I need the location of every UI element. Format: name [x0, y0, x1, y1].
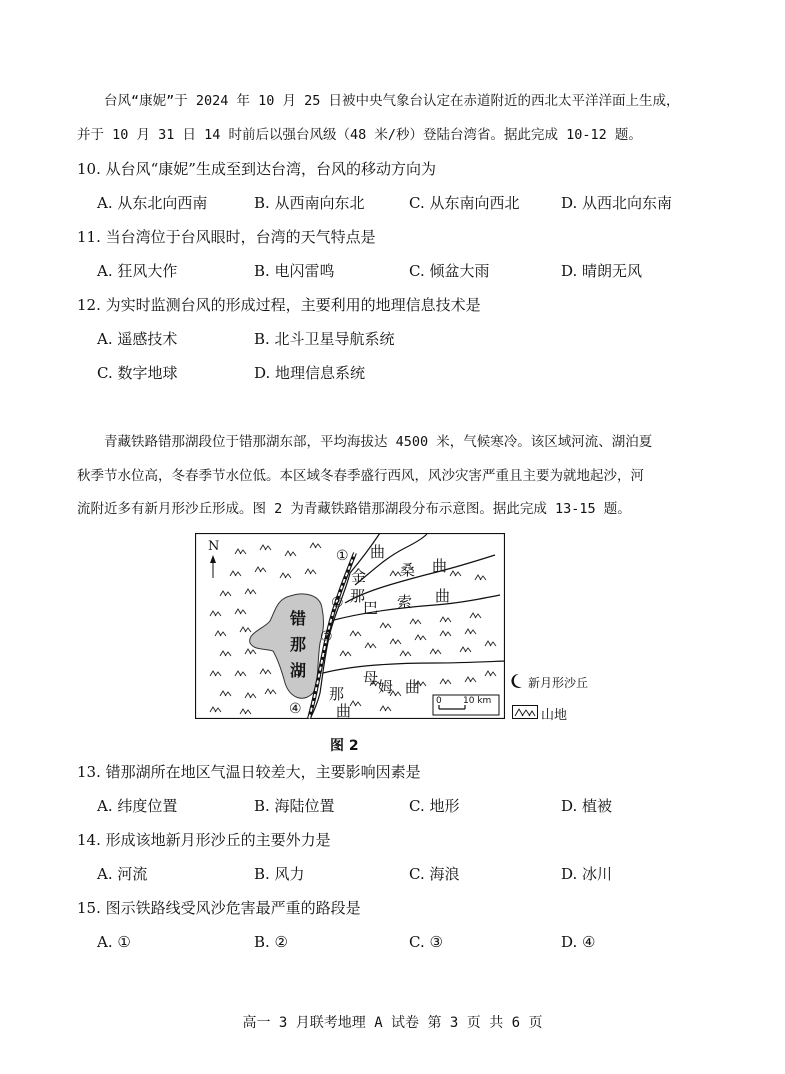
marker-2: ② — [331, 595, 344, 611]
q10-option-a[interactable]: A. 从东北向西南 — [97, 194, 208, 212]
q14-option-d[interactable]: D. 冰川 — [561, 865, 613, 883]
river-label-mumu-qu: 曲 — [405, 678, 421, 696]
question-10-stem: 10. 从台风“康妮”生成至到达台湾，台风的移动方向为 — [77, 160, 436, 178]
lake-label-1: 错 — [290, 609, 307, 628]
river-label-ba: 巴 — [363, 599, 379, 617]
scale-zero: 0 — [436, 696, 442, 706]
passage2-line1: 青藏铁路错那湖段位于错那湖东部，平均海拔达 4500 米，气候寒冷。该区域河流、湖泊夏 — [104, 434, 653, 450]
river-label-suo: 索 — [397, 593, 413, 611]
q13-option-c[interactable]: C. 地形 — [409, 797, 460, 815]
legend-dune-label: 新月形沙丘 — [528, 676, 589, 690]
river-label-mu2: 姆 — [378, 678, 394, 696]
figure-2-map — [195, 533, 505, 719]
q12-option-d[interactable]: D. 地理信息系统 — [254, 364, 366, 382]
q10-option-b[interactable]: B. 从西南向东北 — [254, 194, 365, 212]
q12-option-c[interactable]: C. 数字地球 — [97, 364, 178, 382]
q15-option-c[interactable]: C. ③ — [409, 933, 443, 951]
passage2-line3: 流附近多有新月形沙丘形成。图 2 为青藏铁路错那湖段分布示意图。据此完成 13-15 题。 — [77, 501, 631, 517]
q10-option-c[interactable]: C. 从东南向西北 — [409, 194, 520, 212]
river-label-sang: 桑 — [400, 561, 416, 579]
scale-label: 10 km — [463, 696, 492, 706]
river-label-jinsang-qu: 曲 — [432, 557, 448, 575]
river-label-qu-top: 曲 — [370, 543, 386, 561]
figure-caption: 图 2 — [330, 738, 359, 754]
q14-option-a[interactable]: A. 河流 — [97, 865, 148, 883]
river-label-na-bottom: 那 — [329, 685, 345, 703]
lake-label-3: 湖 — [290, 661, 307, 680]
marker-3: ③ — [320, 629, 333, 645]
page-footer: 高一 3 月联考地理 A 试卷 第 3 页 共 6 页 — [242, 1015, 543, 1031]
marker-4: ④ — [289, 701, 302, 717]
q15-option-a[interactable]: A. ① — [97, 933, 131, 951]
question-14-stem: 14. 形成该地新月形沙丘的主要外力是 — [77, 831, 331, 849]
river-label-na-top: 那 — [350, 587, 366, 605]
passage1-line2: 并于 10 月 31 日 14 时前后以强台风级（48 米/秒）登陆台湾省。据此完成 10-12 题。 — [77, 127, 642, 143]
map-svg — [195, 533, 505, 719]
q13-option-b[interactable]: B. 海陆位置 — [254, 797, 335, 815]
north-label: N — [208, 539, 220, 554]
q14-option-c[interactable]: C. 海浪 — [409, 865, 460, 883]
q11-option-a[interactable]: A. 狂风大作 — [97, 262, 178, 280]
q13-option-a[interactable]: A. 纬度位置 — [97, 797, 178, 815]
question-15-stem: 15. 图示铁路线受风沙危害最严重的路段是 — [77, 899, 361, 917]
q11-option-d[interactable]: D. 晴朗无风 — [561, 262, 643, 280]
marker-1: ① — [336, 548, 349, 564]
legend-mountain-label: 山地 — [541, 708, 568, 723]
q15-option-d[interactable]: D. ④ — [561, 933, 596, 951]
passage2-line2: 秋季节水位高，冬春季节水位低。本区域冬春季盛行西风，风沙灾害严重且主要为就地起沙，河 — [77, 468, 644, 484]
q14-option-b[interactable]: B. 风力 — [254, 865, 305, 883]
q15-option-b[interactable]: B. ② — [254, 933, 289, 951]
question-11-stem: 11. 当台湾位于台风眼时，台湾的天气特点是 — [77, 228, 376, 246]
river-label-jin: 金 — [351, 567, 367, 585]
q12-option-b[interactable]: B. 北斗卫星导航系统 — [254, 330, 395, 348]
lake-label-2: 那 — [290, 635, 307, 654]
river-label-qu-bottom: 曲 — [336, 702, 352, 720]
q13-option-d[interactable]: D. 植被 — [561, 797, 613, 815]
q11-option-c[interactable]: C. 倾盆大雨 — [409, 262, 490, 280]
river-label-mu: 母 — [363, 669, 379, 687]
passage1-line1: 台风“康妮”于 2024 年 10 月 25 日被中央气象台认定在赤道附近的西北太平洋洋面上生成， — [104, 93, 680, 109]
legend-dune-icon — [510, 673, 526, 689]
question-13-stem: 13. 错那湖所在地区气温日较差大，主要影响因素是 — [77, 763, 421, 781]
question-12-stem: 12. 为实时监测台风的形成过程，主要利用的地理信息技术是 — [77, 296, 481, 314]
q11-option-b[interactable]: B. 电闪雷鸣 — [254, 262, 335, 280]
river-label-basuo-qu: 曲 — [435, 587, 451, 605]
legend-mountain-icon — [512, 705, 538, 719]
q12-option-a[interactable]: A. 遥感技术 — [97, 330, 178, 348]
q10-option-d[interactable]: D. 从西北向东南 — [561, 194, 673, 212]
